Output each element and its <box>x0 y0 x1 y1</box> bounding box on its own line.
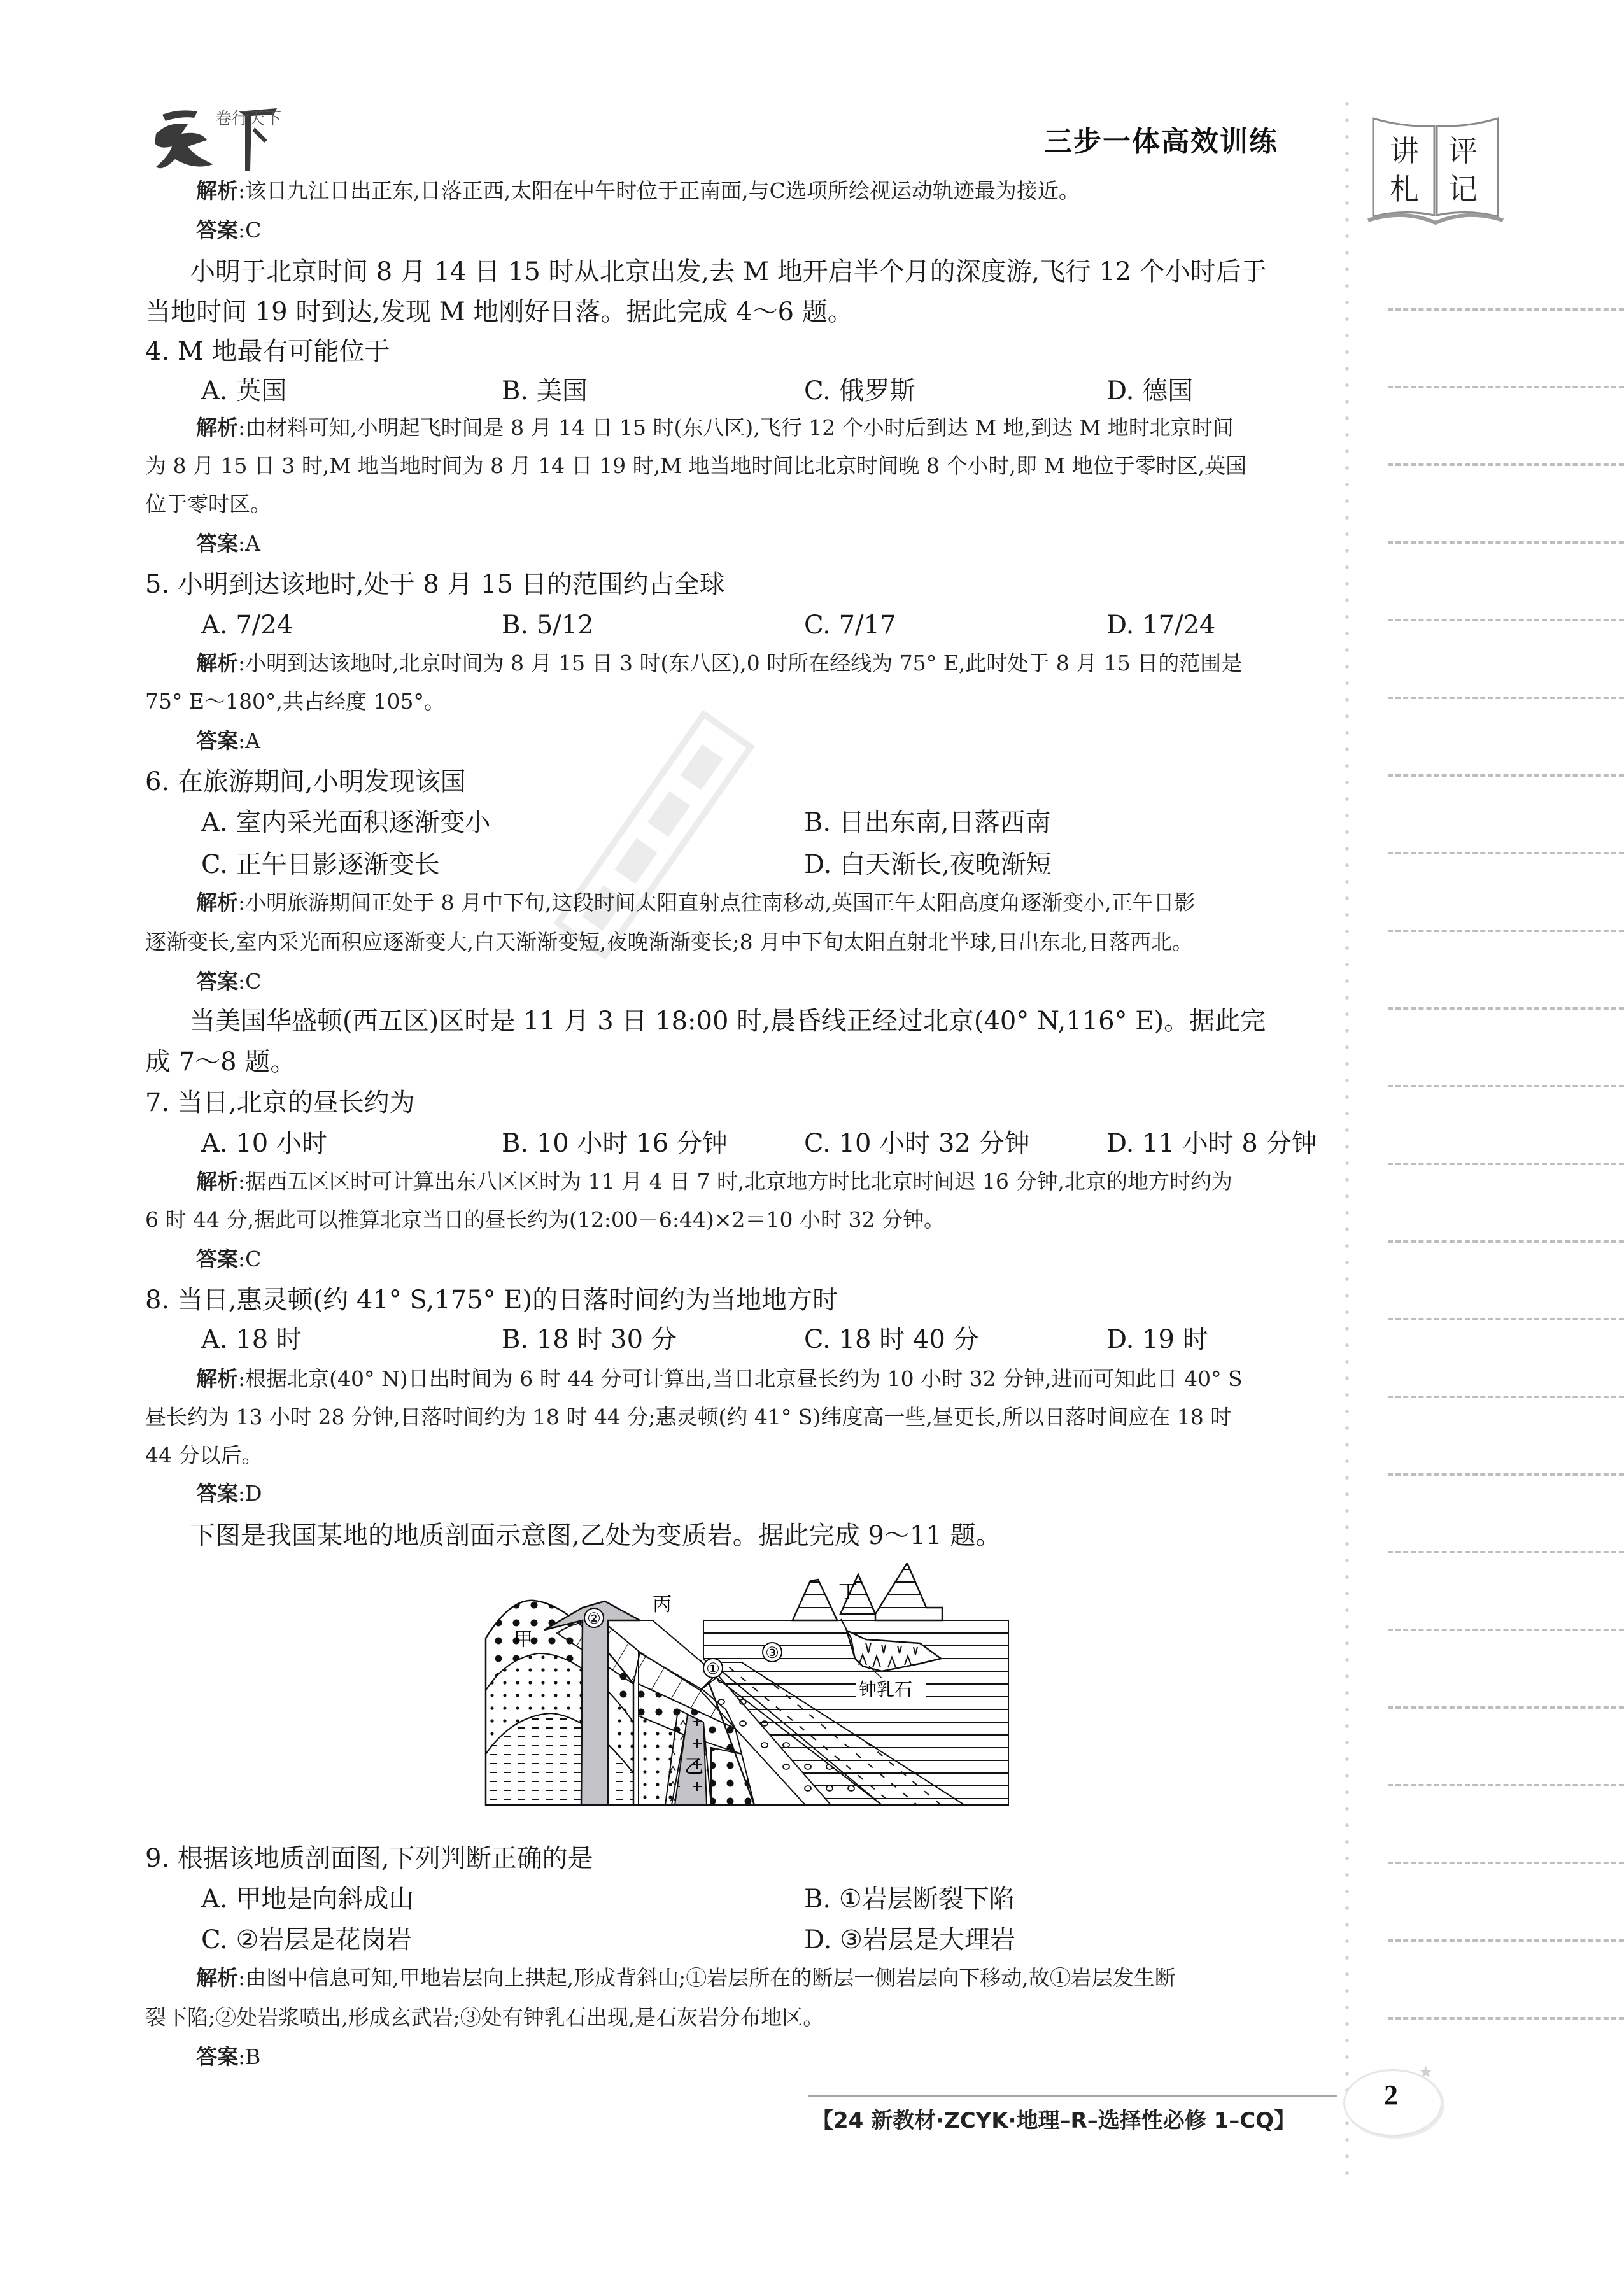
svg-text:丁: 丁 <box>838 1581 858 1603</box>
notes-badge <box>1366 113 1506 228</box>
note-line <box>1388 386 1624 388</box>
note-line <box>1388 1007 1624 1010</box>
svg-text:钟乳石: 钟乳石 <box>859 1679 913 1700</box>
note-line <box>1388 1318 1624 1320</box>
explanation-q8: 解析:根据北京(40° N)日出时间为 6 时 44 分可计算出,当日北京昼长约为 10 小时 32 分钟,进而可知此日 40° S <box>196 1366 1243 1391</box>
explanation-q5-line-2: 75° E～180°,共占经度 105°。 <box>145 689 446 714</box>
series-title: 三步一体高效训练 <box>1044 125 1278 158</box>
q7-option-c[interactable]: C. 10 小时 32 分钟 <box>804 1129 1030 1158</box>
note-line <box>1388 1163 1624 1165</box>
svg-text:卷行天下: 卷行天下 <box>215 110 282 129</box>
q5-option-c[interactable]: C. 7/17 <box>804 611 896 640</box>
question-6: 6. 在旅游期间,小明发现该国 <box>145 767 466 796</box>
q4-option-a[interactable]: A. 英国 <box>201 376 287 406</box>
svg-text:甲: 甲 <box>514 1629 533 1651</box>
q8-option-d[interactable]: D. 19 时 <box>1106 1325 1208 1354</box>
svg-text:①: ① <box>706 1660 720 1678</box>
star-icon: ★ <box>1418 2063 1434 2082</box>
note-line <box>1388 1939 1624 1942</box>
svg-text:讲: 讲 <box>1390 134 1419 168</box>
svg-text:③: ③ <box>765 1644 779 1662</box>
note-line <box>1388 1085 1624 1087</box>
explanation-q6: 解析:小明旅游期间正处于 8 月中下旬,这段时间太阳直射点往南移动,英国正午太阳高度角逐渐变小,正午日影 <box>196 890 1196 915</box>
svg-text:札: 札 <box>1390 172 1419 206</box>
calligraphy-logo-icon <box>143 96 296 178</box>
answer-q7: 答案:C <box>196 1247 262 1271</box>
answer-q4: 答案:A <box>196 531 260 556</box>
q5-option-d[interactable]: D. 17/24 <box>1106 611 1216 640</box>
question-5: 5. 小明到达该地时,处于 8 月 15 日的范围约占全球 <box>145 570 725 599</box>
answer-q5: 答案:A <box>196 728 260 753</box>
question-9-block <box>145 1843 1323 2085</box>
q4-option-c[interactable]: C. 俄罗斯 <box>804 376 915 406</box>
note-line <box>1388 1862 1624 1864</box>
q9-option-b[interactable]: B. ①岩层断裂下陷 <box>804 1885 1015 1914</box>
q7-option-b[interactable]: B. 10 小时 16 分钟 <box>502 1129 728 1158</box>
q8-option-c[interactable]: C. 18 时 40 分 <box>804 1325 979 1354</box>
note-line <box>1388 697 1624 699</box>
book-code: 【24 新教材·ZCYK·地理–R–选择性必修 1–CQ】 <box>812 2108 1296 2133</box>
svg-text:②: ② <box>587 1610 601 1627</box>
explanation-q7-line-2: 6 时 44 分,据此可以推算北京当日的昼长约为(12:00－6:44)×2＝10 小时 32 分钟。 <box>145 1207 945 1232</box>
q5-option-a[interactable]: A. 7/24 <box>201 611 293 640</box>
explanation-q5: 解析:小明到达该地时,北京时间为 8 月 15 日 3 时(东八区),0 时所在经线为 75° E,此时处于 8 月 15 日的范围是 <box>196 651 1243 676</box>
question-4: 4. M 地最有可能位于 <box>145 337 390 366</box>
note-line <box>1388 1396 1624 1398</box>
answer-q6: 答案:C <box>196 969 262 994</box>
stem-9-11: 下图是我国某地的地质剖面示意图,乙处为变质岩。据此完成 9～11 题。 <box>190 1521 1001 1550</box>
q9-option-d[interactable]: D. ③岩层是大理岩 <box>804 1925 1015 1955</box>
publisher-logo <box>143 96 296 178</box>
q4-option-d[interactable]: D. 德国 <box>1106 376 1194 406</box>
note-line <box>1388 852 1624 854</box>
open-book-icon <box>1366 113 1506 228</box>
explanation-q6-line-2: 逐渐变长,室内采光面积应逐渐变大,白天渐渐变短,夜晚渐渐变长;8 月中下旬太阳直射北半球,日出东北,日落西北。 <box>145 930 1194 954</box>
note-line <box>1388 463 1624 466</box>
watermark <box>484 675 840 1006</box>
margin-divider <box>1345 96 1350 2184</box>
stem-7-8-line-2: 成 7～8 题。 <box>145 1047 296 1077</box>
note-line <box>1388 774 1624 777</box>
note-line <box>1388 1240 1624 1243</box>
q6-option-b[interactable]: B. 日出东南,日落西南 <box>804 808 1051 837</box>
q7-option-d[interactable]: D. 11 小时 8 分钟 <box>1106 1129 1317 1158</box>
note-line <box>1388 2017 1624 2020</box>
q9-option-a[interactable]: A. 甲地是向斜成山 <box>201 1885 414 1914</box>
svg-text:丙: 丙 <box>653 1594 672 1616</box>
watermark-stamp-icon <box>484 675 840 1006</box>
q5-option-b[interactable]: B. 5/12 <box>502 611 594 640</box>
note-line <box>1388 1706 1624 1709</box>
footer-rule <box>808 2095 1337 2097</box>
question-9: 9. 根据该地质剖面图,下列判断正确的是 <box>145 1844 593 1873</box>
note-line <box>1388 1473 1624 1476</box>
explanation-q4: 解析:由材料可知,小明起飞时间是 8 月 14 日 15 时(东八区),飞行 12 个小时后到达 M 地,到达 M 地时北京时间 <box>196 415 1234 440</box>
note-line <box>1388 1629 1624 1631</box>
explanation-q4-line-2: 为 8 月 15 日 3 时,M 地当地时间为 8 月 14 日 19 时,M 地当地时间比北京时间晚 8 个小时,即 M 地位于零时区,英国 <box>145 453 1247 478</box>
answer-q8: 答案:D <box>196 1481 262 1506</box>
q6-option-d[interactable]: D. 白天渐长,夜晚渐短 <box>804 850 1052 879</box>
explanation-q8-line-2: 昼长约为 13 小时 28 分钟,日落时间约为 18 时 44 分;惠灵顿(约 41° S)纬度高一些,昼更长,所以日落时间应在 18 时 <box>145 1404 1232 1429</box>
note-line <box>1388 1784 1624 1786</box>
q6-option-a[interactable]: A. 室内采光面积逐渐变小 <box>201 808 491 837</box>
geological-profile-figure <box>474 1563 1009 1811</box>
svg-text:乙: 乙 <box>684 1756 703 1778</box>
svg-text:记: 记 <box>1448 172 1478 206</box>
note-line <box>1388 930 1624 932</box>
q9-option-c[interactable]: C. ②岩层是花岗岩 <box>201 1925 412 1955</box>
svg-text:评: 评 <box>1448 134 1478 168</box>
question-8: 8. 当日,惠灵顿(约 41° S,175° E)的日落时间约为当地地方时 <box>145 1285 838 1315</box>
note-line <box>1388 619 1624 621</box>
note-line <box>1388 541 1624 544</box>
question-7: 7. 当日,北京的昼长约为 <box>145 1088 415 1117</box>
explanation-q8-line-3: 44 分以后。 <box>145 1443 263 1468</box>
q7-option-a[interactable]: A. 10 小时 <box>201 1129 327 1158</box>
note-line <box>1388 308 1624 311</box>
stem-4-6-line-2: 当地时间 19 时到达,发现 M 地刚好日落。据此完成 4～6 题。 <box>145 297 853 327</box>
geological-section-diagram <box>474 1563 1009 1811</box>
q8-option-a[interactable]: A. 18 时 <box>201 1325 302 1354</box>
explanation-q9-line-2: 裂下陷;②处岩浆喷出,形成玄武岩;③处有钟乳石出现,是石灰岩分布地区。 <box>145 2005 824 2030</box>
explanation-q7: 解析:据西五区区时可计算出东八区区时为 11 月 4 日 7 时,北京地方时比北京时间迟 16 分钟,北京的地方时约为 <box>196 1169 1232 1194</box>
stem-4-6-line-1: 小明于北京时间 8 月 14 日 15 时从北京出发,去 M 地开启半个月的深度游,飞行 12 个小时后于 <box>190 257 1267 287</box>
q6-option-c[interactable]: C. 正午日影逐渐变长 <box>201 850 440 879</box>
page-number: 2 <box>1384 2079 1398 2111</box>
answer-q9: 答案:B <box>196 2044 261 2069</box>
stem-7-8-line-1: 当美国华盛顿(西五区)区时是 11 月 3 日 18:00 时,晨昏线正经过北京(40° N,116° E)。据此完 <box>190 1007 1266 1036</box>
explanation-q3: 解析:该日九江日出正东,日落正西,太阳在中午时位于正南面,与C选项所绘视运动轨迹最为接近。 <box>196 178 1080 203</box>
explanation-q9: 解析:由图中信息可知,甲地岩层向上拱起,形成背斜山;①岩层所在的断层一侧岩层向下移动,故①岩层发生断 <box>196 1965 1176 1990</box>
q4-option-b[interactable]: B. 美国 <box>502 376 588 406</box>
note-line <box>1388 1551 1624 1553</box>
answer-q3: 答案:C <box>196 218 262 243</box>
explanation-q4-line-3: 位于零时区。 <box>145 492 271 516</box>
q8-option-b[interactable]: B. 18 时 30 分 <box>502 1325 677 1354</box>
